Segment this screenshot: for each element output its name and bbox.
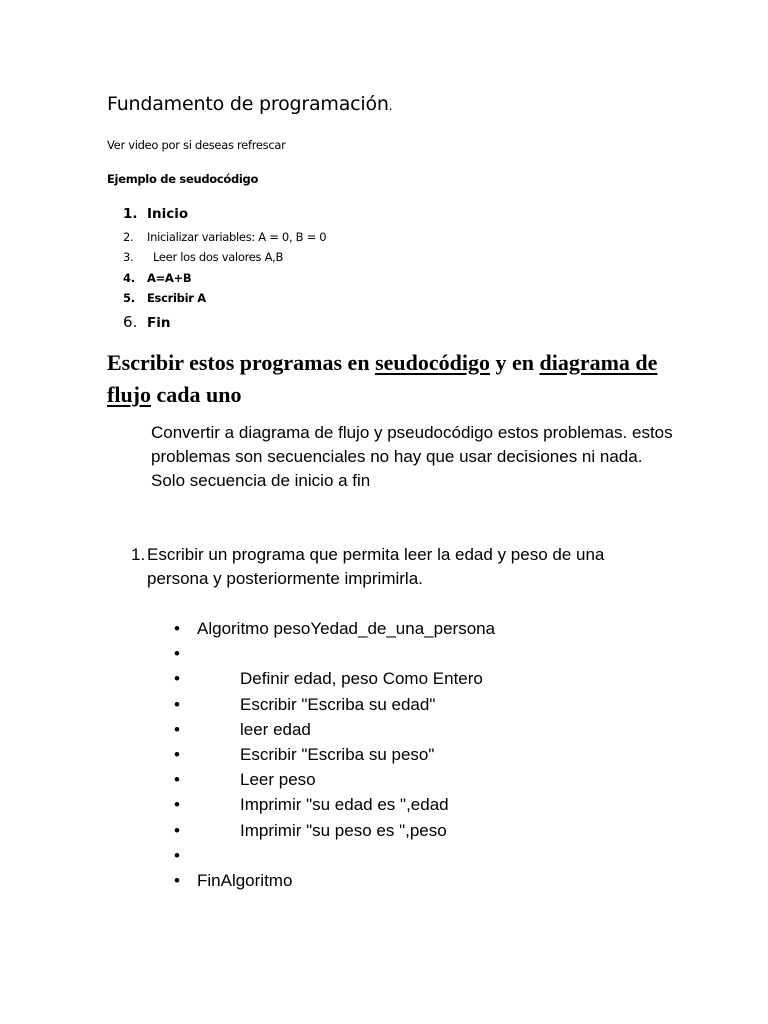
example-step-4: 4. A=A+B [123, 271, 192, 285]
bullet-icon: • [174, 744, 180, 764]
example-step-6: 6. Fin [123, 313, 171, 331]
example-step-5: 5. Escribir A [123, 291, 206, 305]
diagrama-de-flujo-link[interactable]: diagrama de flujo [107, 350, 658, 407]
bullet-icon: • [174, 820, 180, 840]
bullet-icon: • [174, 644, 180, 664]
code-line: Imprimir "su edad es ",edad [240, 795, 449, 815]
code-line: Algoritmo pesoYedad_de_una_persona [197, 619, 496, 638]
seudocodigo-link[interactable]: seudocódigo [375, 350, 490, 375]
bullet-icon: • [174, 795, 180, 815]
bullet-icon: • [174, 845, 180, 865]
problem-1 [131, 543, 651, 591]
bullet-icon: • [174, 770, 180, 790]
code-line: FinAlgoritmo [197, 870, 293, 890]
example-step-3: 3. Leer los dos valores A,B [123, 250, 284, 264]
bullet-icon: • [174, 870, 180, 890]
code-line: Leer peso [240, 770, 316, 790]
problem-number: 1. [131, 545, 146, 564]
code-line: Escribir "Escriba su peso" [240, 744, 435, 764]
example-heading: Ejemplo de seudocódigo [107, 172, 259, 186]
bullet-icon: • [174, 694, 180, 714]
video-note: Ver video por si deseas refrescar [107, 138, 286, 152]
code-line: Escribir "Escriba su edad" [240, 694, 436, 714]
example-step-2: 2. Inicializar variables: A = 0, B = 0 [123, 230, 327, 244]
instructions-paragraph: Convertir a diagrama de flujo y pseudocódigo estos problemas. estos problemas son secuenciales no hay que usar decisiones ni nada. Solo secuencia de inicio a fin [151, 423, 673, 490]
assignment-heading: Escribir estos programas en seudocódigo y en diagrama de flujo cada uno [107, 350, 658, 407]
page-title: Fundamento de programación. [107, 93, 393, 115]
bullet-icon: • [174, 619, 180, 638]
bullet-icon: • [174, 669, 180, 689]
bullet-icon: • [174, 719, 180, 739]
code-line: leer edad [240, 719, 311, 739]
code-line: Definir edad, peso Como Entero [240, 669, 483, 689]
code-line: Imprimir "su peso es ",peso [240, 820, 447, 840]
example-step-1: 1. Inicio [123, 206, 189, 222]
problem-text: Escribir un programa que permita leer la edad y peso de una persona y posteriormente imprimirla. [147, 545, 605, 588]
